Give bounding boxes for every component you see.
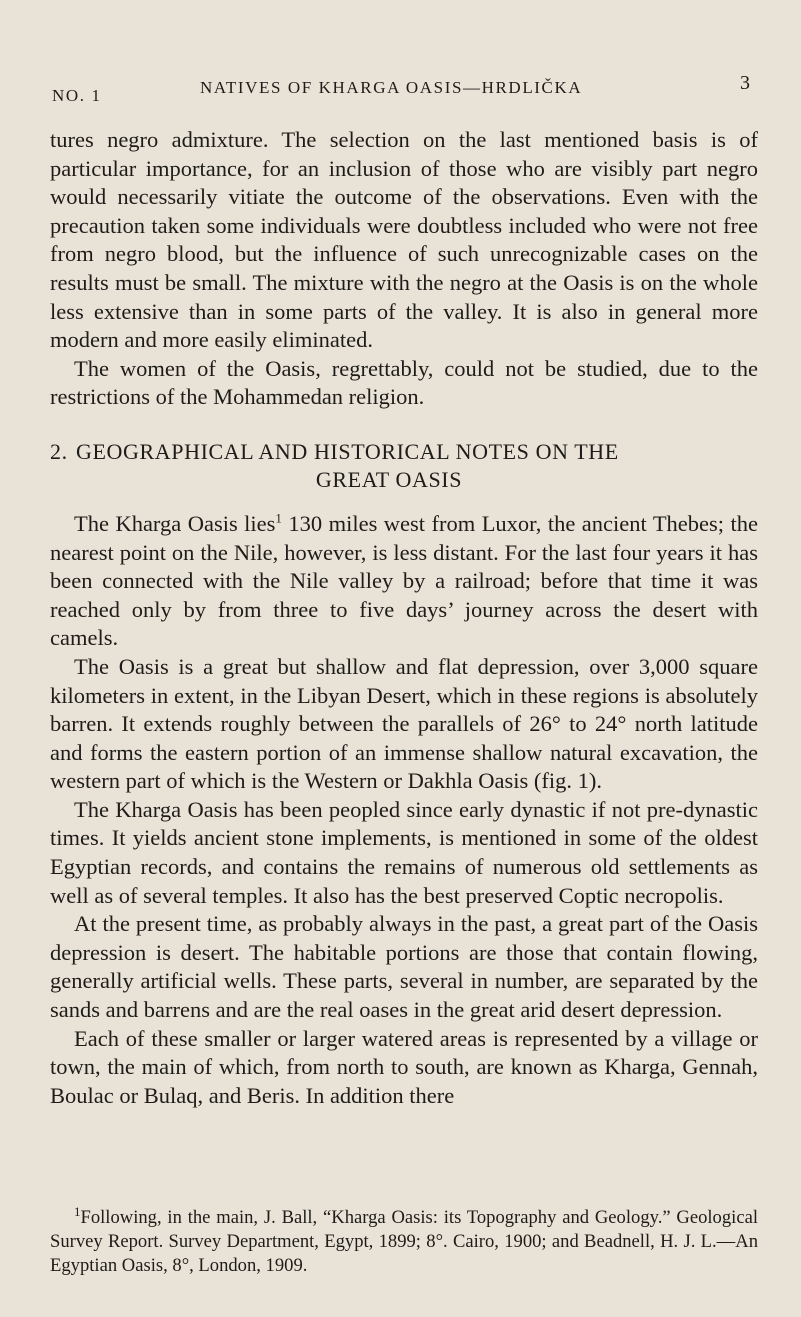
footnote-mark: 1 xyxy=(74,1203,81,1219)
section-title-line1: GEOGRAPHICAL AND HISTORICAL NOTES ON THE xyxy=(76,438,619,464)
paragraph-villages: Each of these smaller or larger watered areas is represented by a village or town, the main of which, from north to south, are known as Kharga, Gennah, Boulac or Bulaq, and Beris. In addition there xyxy=(50,1025,758,1108)
body-text xyxy=(50,126,758,1110)
footnote xyxy=(50,1203,758,1278)
paragraph-location-rest: 130 miles west from Luxor, the ancient Thebes; the nearest point on the Nile, however, is less distant. For the last four years it has been connected with the Nile valley by a railroad; before that time it was reached only by from three to five days’ journey across the desert with camels. xyxy=(50,510,758,651)
paragraph-women: The women of the Oasis, regrettably, could not be studied, due to the restrictions of the Mohammedan religion. xyxy=(50,355,758,410)
section-title-line2: GREAT OASIS xyxy=(315,466,463,492)
running-header xyxy=(50,72,760,105)
running-title: NATIVES OF KHARGA OASIS—HRDLIČKA xyxy=(200,78,583,97)
paragraph-location xyxy=(50,510,758,653)
paragraph-continuation: tures negro admixture. The selection on the last mentioned basis is of particular importance, for an inclusion of those who are visibly part negro would necessarily vitiate the outcome of the observations. Even with the precaution taken some individuals were doubtless included who were not free from negro blood, but the influence of such unrecognizable cases on the results must be small. The mixture with the negro at the Oasis is on the whole less extensive than in some parts of the valley. It is also in general more modern and more easily eliminated. xyxy=(50,127,758,353)
book-page xyxy=(50,0,760,1317)
footnote-reference: 1 xyxy=(275,510,282,526)
paragraph-present-time: At the present time, as probably always in the past, a great part of the Oasis depression is desert. The habitable portions are those that contain flowing, generally artificial wells. These parts, several in number, are separated by the sands and barrens and are the real oases in the great arid desert depression. xyxy=(50,911,758,1023)
issue-number: NO. 1 xyxy=(52,86,102,105)
section-heading xyxy=(50,438,758,494)
paragraph-history: The Kharga Oasis has been peopled since early dynastic if not pre-dynastic times. It yields ancient stone implements, is mentioned in some of the oldest Egyptian records, and contains the remains of numerous old settlements as well as of several temples. It also has the best preserved Coptic necropolis. xyxy=(50,796,758,908)
page-number: 3 xyxy=(740,72,750,94)
footnote-text: Following, in the main, J. Ball, “Kharga Oasis: its Topography and Geology.” Geological Survey Report. Survey Department, Egypt, 1899; 8°. Cairo, 1900; and Beadnell, H. J. L.—An Egyptian Oasis, 8°, London, 1909. xyxy=(50,1207,758,1276)
paragraph-depression: The Oasis is a great but shallow and flat depression, over 3,000 square kilometers in extent, in the Libyan Desert, which in these regions is absolutely barren. It extends roughly between the parallels of 26° to 24° north latitude and forms the eastern portion of an immense shallow natural excavation, the western part of which is the Western or Dakhla Oasis (fig. 1). xyxy=(50,653,758,794)
paragraph-location-start: The Kharga Oasis lies xyxy=(74,510,276,536)
section-number: 2. xyxy=(50,438,68,464)
